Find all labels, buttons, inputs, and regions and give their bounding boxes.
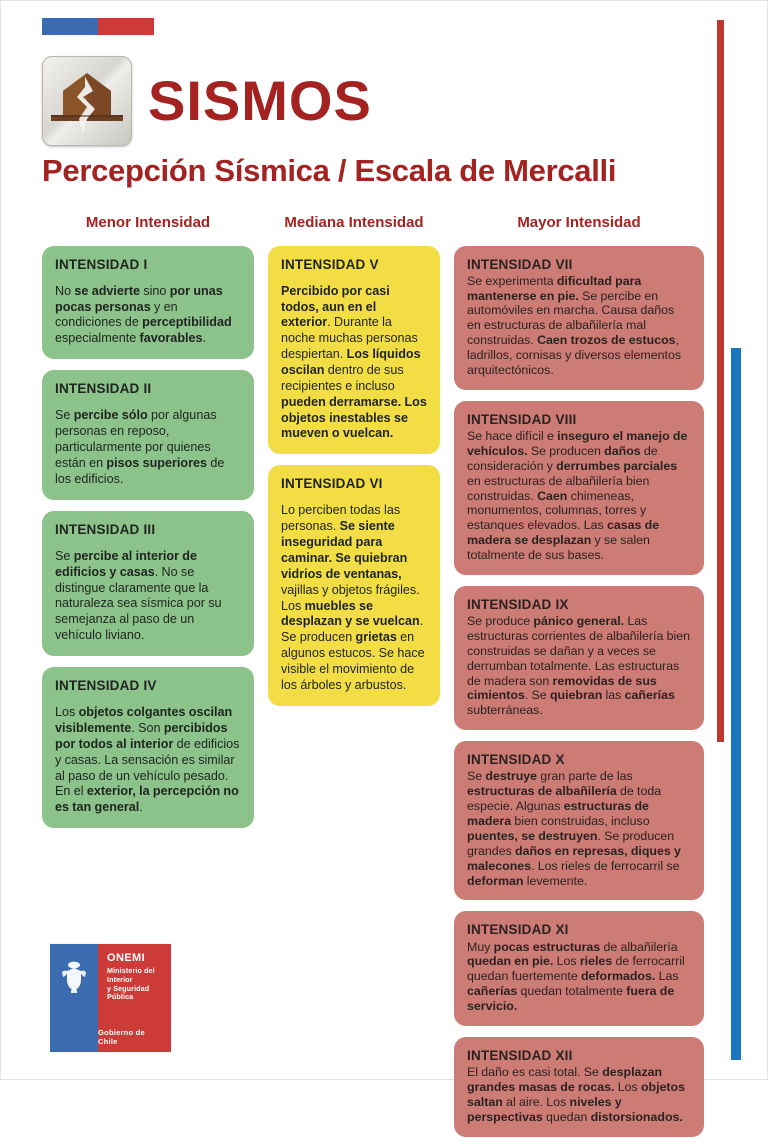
intensity-card [454,911,704,1026]
intensity-card [42,370,254,499]
intensity-card [454,741,704,900]
intensity-card-description: Se produce pánico general. Las estructuras corrientes de albañilería bien construidas se dañan y a veces se derrumban totalmente. Las estructuras de madera son removidas de sus cimientos. Se quiebran las cañerías subterráneas. [467,614,691,718]
intensity-card-title: INTENSIDAD X [467,752,565,768]
intensity-card [42,511,254,656]
page-header [42,56,722,188]
card-list [268,246,440,717]
intensity-card [454,1037,704,1137]
intensity-card-description: El daño es casi total. Se desplazan grandes masas de rocas. Los objetos saltan al aire. Los niveles y perspectivas quedan distorsionados. [467,1065,686,1124]
intensity-card-description: Los objetos colgantes oscilan visiblemente. Son percibidos por todos al interior de edificios y casas. La sensación es similar al paso de un vehículo pesado. En el exterior, la percepción no es tan general. [55,705,240,815]
intensity-card-title: INTENSIDAD V [281,256,379,272]
government-logo [50,944,171,1052]
ministry-line-1: Ministerio del Interior [107,966,155,984]
intensity-card [268,246,440,455]
flag-blue-half [42,18,98,35]
intensity-card-description: No se advierte sino por unas pocas personas y en condiciones de perceptibilidad especialmente favorables. [55,283,232,346]
page-title: SISMOS [148,69,372,132]
intensity-card-description: Percibido por casi todos, aun en el exterior. Durante la noche muchas personas despiertan. Los líquidos oscilan dentro de sus recipientes e incluso pueden derramarse. Los objetos inestables se mueven o vuelcan. [281,283,427,441]
government-label: Gobierno de Chile [98,1028,145,1046]
intensity-card-title: INTENSIDAD IX [467,596,569,612]
intensity-card-description: Muy pocas estructuras de albañilería quedan en pie. Los rieles de ferrocarril quedan fuertemente deformados. Las cañerías quedan totalmente fuera de servicio. [467,939,685,1014]
flag-red-half [98,18,154,35]
card-list [454,246,704,1148]
ministry-line-2: y Seguridad Pública [107,983,150,1002]
intensity-card [42,246,254,360]
ministry-name [107,967,171,1002]
intensity-card-description: Se hace difícil e inseguro el manejo de vehículos. Se producen daños de consideración y derrumbes parciales en estructuras de albañilería bien construidas. Caen chimeneas, monumentos, columnas, torres y estanques elevados. Las casas de madera se desplazan y se salen totalmente de sus bases. [467,429,688,562]
org-name: ONEMI [107,952,146,964]
intensity-card [42,667,254,828]
header-title-row [42,56,722,146]
intensity-card-title: INTENSIDAD I [55,256,148,272]
intensity-card-title: INTENSIDAD XI [467,922,569,938]
intensity-card [454,586,704,730]
column-heading: Menor Intensidad [85,214,211,231]
intensity-card-title: INTENSIDAD III [55,521,156,537]
intensity-card-title: INTENSIDAD II [55,381,152,397]
intensity-card-description: Se percibe sólo por algunas personas en reposo, particularmente por quienes están en pisos superiores de los edificios. [55,408,225,486]
card-list [42,246,254,840]
intensity-card-description: Se percibe al interior de edificios y casas. No se distingue claramente que la naturaleza sea sísmica por su semejanza al paso de un vehículo liviano. [55,548,222,643]
intensity-card-title: INTENSIDAD XII [467,1047,573,1063]
intensity-card-description: Lo perciben todas las personas. Se siente inseguridad para caminar. Se quiebran vidrios de ventanas, vajillas y objetos frágiles. Los muebles se desplazan y se vuelcan. Se producen grietas en algunos estucos. Se hace visible el movimiento de los árboles y arbustos. [281,503,425,692]
chile-coat-of-arms-icon [59,960,89,994]
intensity-card [454,401,704,575]
decorative-blue-rule [731,348,741,1060]
column-heading: Mediana Intensidad [284,214,424,231]
page-subtitle: Percepción Sísmica / Escala de Mercalli [42,153,617,188]
chile-flag-bar [42,18,154,35]
column-heading: Mayor Intensidad [517,214,641,231]
column-mediana-intensidad [268,215,440,717]
intensity-card-description: Se destruye gran parte de las estructuras de albañilería de toda especie. Algunas estructuras de madera bien construidas, incluso puentes, se destruyen. Se producen grandes daños en represas, diques y malecones. Los rieles de ferrocarril se deforman levemente. [467,769,681,888]
intensity-card-title: INTENSIDAD VI [281,476,383,492]
column-mayor-intensidad [454,215,704,1148]
intensity-card [454,246,704,390]
column-menor-intensidad [42,215,254,839]
cracked-house-icon [42,56,132,146]
logo-red-panel [98,944,171,1052]
intensity-card-title: INTENSIDAD VIII [467,411,577,427]
intensity-card-title: INTENSIDAD VII [467,256,573,272]
intensity-card [268,465,440,706]
logo-blue-panel [50,944,98,1052]
intensity-card-description: Se experimenta dificultad para mantenerse en pie. Se percibe en automóviles en marcha. Causa daños en estructuras de albañilería mal construidas. Caen trozos de estucos, ladrillos, cornisas y diversos elementos arquitectónicos. [467,273,682,377]
intensity-card-title: INTENSIDAD IV [55,677,157,693]
